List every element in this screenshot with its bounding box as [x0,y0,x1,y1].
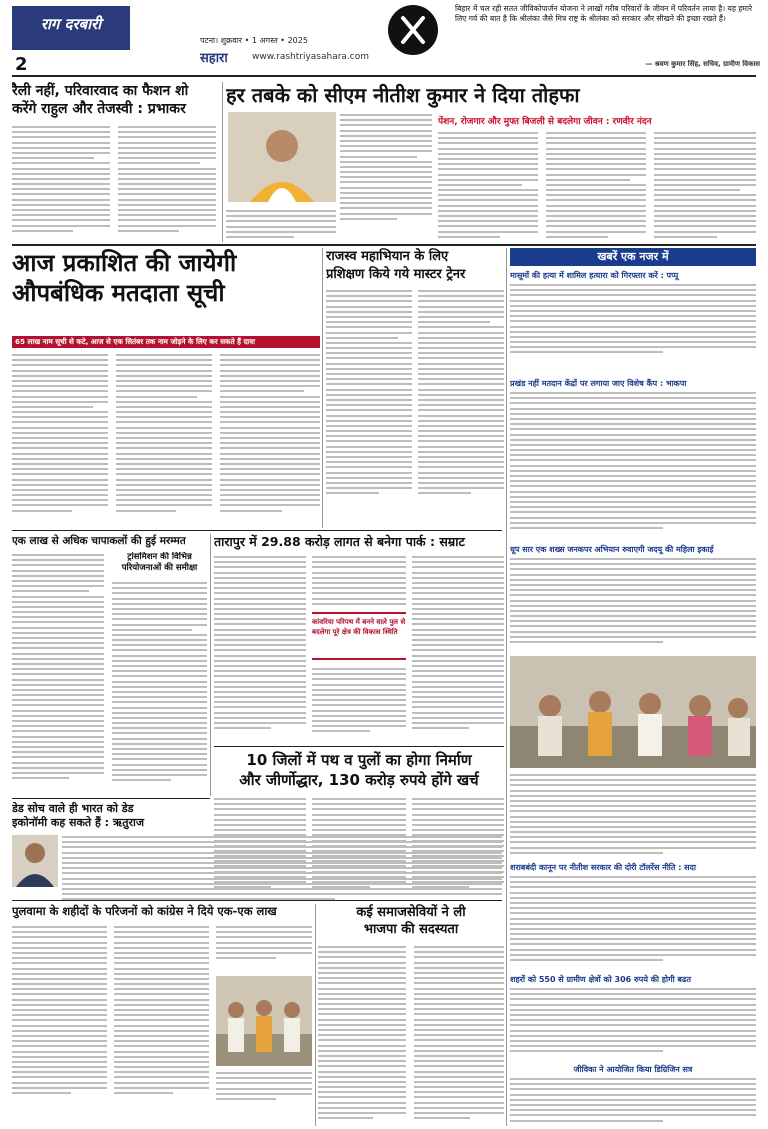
section-rule [12,798,210,799]
column-rule [222,82,223,242]
transmission-subhead: ट्रांसमिशन की विभिन्न परियोजनाओं की समीक्षा [121,552,198,573]
voter-body-col2 [116,354,212,512]
group-photo [510,656,756,768]
pulwama-body-col1 [12,926,107,1094]
section-rule [12,900,502,901]
sidebar-item-headline: शहरों को 550 से ग्रामीण क्षेत्रों को 306 रुपये की होगी बढत [510,975,692,984]
sidebar-item [510,544,756,652]
rally-article [12,82,217,242]
rally-headline-line1: रैली नहीं, परिवारवाद का फैशन शो [12,83,189,99]
column-rule [322,248,323,528]
masthead-rule [12,75,756,77]
pulwama-photo [216,976,312,1066]
sidebar-item-body [510,876,756,961]
sidebar-title-bar [510,248,756,266]
voter-headline-line2: औपबंधिक मतदाता सूची [12,279,225,307]
handpump-article [12,534,207,796]
pulwama-headline: पुलवामा के शहीदों के परिजनों को कांग्रेस ने दिये एक-एक लाख [12,904,277,918]
voter-body-col1 [12,354,108,512]
training-body-col1 [326,290,412,494]
sidebar-item-body [510,558,756,643]
tarapur-body-col3 [412,556,504,729]
main-body-col4 [654,132,756,238]
pulwama-body-col3b [216,1072,312,1100]
main-body-col0 [226,210,336,238]
sidebar-item [510,1064,756,1126]
main-headline: हर तबके को सीएम नीतीश कुमार ने दिया तोहफा [226,83,580,107]
main-body-col2 [438,132,538,238]
training-article [326,248,504,528]
column-label-box [12,6,130,50]
quote-source: — श्रवण कुमार सिंह, सचिव, ग्रामीण विकास [645,60,760,68]
paper-name: सहारा [200,51,228,66]
sidebar-item [510,378,756,540]
sidebar [510,248,756,1126]
economy-body [62,836,502,900]
handpump-headline: एक लाख से अधिक चापाकलों की हुई मरम्मत [12,535,186,547]
sidebar-item-headline: जीविका ने आयोजित किया डिग्रिजिन सत्र [573,1065,693,1074]
voter-strap [12,336,320,348]
tarapur-body-col1 [214,556,306,729]
rally-body [12,126,110,232]
main-body-col1 [340,114,432,220]
sidebar-item [510,270,756,374]
tarapur-body-col2b [312,668,406,732]
rally-headline-line2: करेंगे राहुल और तेजस्वी : प्रभाकर [12,101,186,117]
bjp-headline-line1: कई समाजसेवियों ने ली [356,905,466,920]
sidebar-item-headline: मासूमों की हत्या में शामिल हत्यारा को गिरफ्तार करें : पप्पू [510,271,679,280]
quote: बिहार में चल रही सतत जीविकोपार्जन योजना ने लाखों गरीब परिवारों के जीवन में परिवर्तन लाया है। यह हमारे लिए गर्व की बात है कि श्रीलंका जैसे मित्र राष्ट्र के श्रीलंका को सरकार और सीखने की इच्छा रखते हैं। [455,4,753,23]
bjp-headline-line2: भाजपा की सदस्यता [363,922,459,937]
tarapur-headline: तारापुर में 29.88 करोड़ लागत से बनेगा पार्क : सम्राट [214,534,465,549]
tarapur-article [214,534,504,744]
bjp-article [318,904,504,1126]
handpump-body-col2 [112,582,207,781]
column-label: राग दरबारी [40,15,102,33]
main-strap [438,114,756,128]
sidebar-item [510,974,756,1060]
main-article [226,82,756,242]
sidebar-photo-body [510,774,756,854]
economy-headline-line2: इकोनॉमी कह सकते हैं : ऋतुराज [12,816,145,829]
roads-headline-line1: 10 जिलों में पथ व पुलों का होगा निर्माण [246,751,472,769]
voter-headline-line1: आज प्रकाशित की जायेगी [12,249,237,277]
voter-strap-text: 65 लाख नाम सूची से कटे, आज से एक सितंबर तक नाम जोड़ने के लिए कर सकते हैं दावा [15,337,256,346]
roads-headline-line2: और जीर्णोद्धार, 130 करोड़ रुपये होंगे खर्च [239,771,479,789]
column-rule [315,904,316,1126]
sidebar-item-body [510,284,756,353]
rituraj-photo [12,835,58,887]
tarapur-body-col2 [312,556,406,605]
section-rule [12,530,502,531]
training-body-col2 [418,290,504,494]
pulwama-article [12,904,312,1126]
sidebar-item-headline: धूप सार एक शख्स जनकपर अभियान रुवाएगी जदयू की महिला इकाई [510,545,714,554]
sidebar-item-headline: प्रखंड नहीं मतदान केंद्रों पर लगाया जाए विशेष कैंप : भाकपा [510,379,687,388]
sidebar-item [510,862,756,970]
main-body-col3 [546,132,646,238]
sidebar-item-body [510,1078,756,1122]
column-rule [506,248,507,1126]
masthead [0,0,768,80]
column-rule [210,534,211,796]
minister-photo [228,112,336,202]
training-headline-line2: प्रशिक्षण किये गये मास्टर ट्रेनर [326,267,466,282]
rally-body-col2 [118,126,216,232]
website[interactable]: www.rashtriyasahara.com [252,52,370,62]
dateline: पटना। शुक्रवार • 1 अगस्त • 2025 [200,36,308,45]
main-strap-text: पेंशन, रोजगार और मुफ्त बिजली से बदलेगा जीवन : रणवीर नंदन [438,117,652,127]
voter-body-col3 [220,354,320,512]
sidebar-item-body [510,988,756,1052]
page-number: 2 [15,54,28,75]
sidebar-title: खबरें एक नजर में [597,250,669,263]
sidebar-item-body [510,392,756,529]
tarapur-highlight: कांवरिया परिपथ में बनने वाले पुल से बदलेगा पूरे क्षेत्र की विकास स्थिति [312,618,406,636]
handpump-body-col1 [12,554,104,779]
bjp-body-col1 [318,946,406,1119]
section-rule [214,746,504,747]
economy-headline-line1: डेड सोच वाले ही भारत को डेड [12,802,134,815]
tarapur-highlight-box [312,612,406,660]
pulwama-body-col3 [216,926,312,959]
sidebar-item-headline: शराबबंदी कानून पर नीतीश सरकार की दोरी टॉलरेंस नीति : सदा [510,863,696,872]
voter-list-article [12,248,320,528]
x-logo-icon [388,5,438,55]
section-rule [12,244,756,246]
bjp-body-col2 [414,946,504,1119]
training-headline-line1: राजस्व महाभियान के लिए [326,249,449,264]
pulwama-body-col2 [114,926,209,1094]
